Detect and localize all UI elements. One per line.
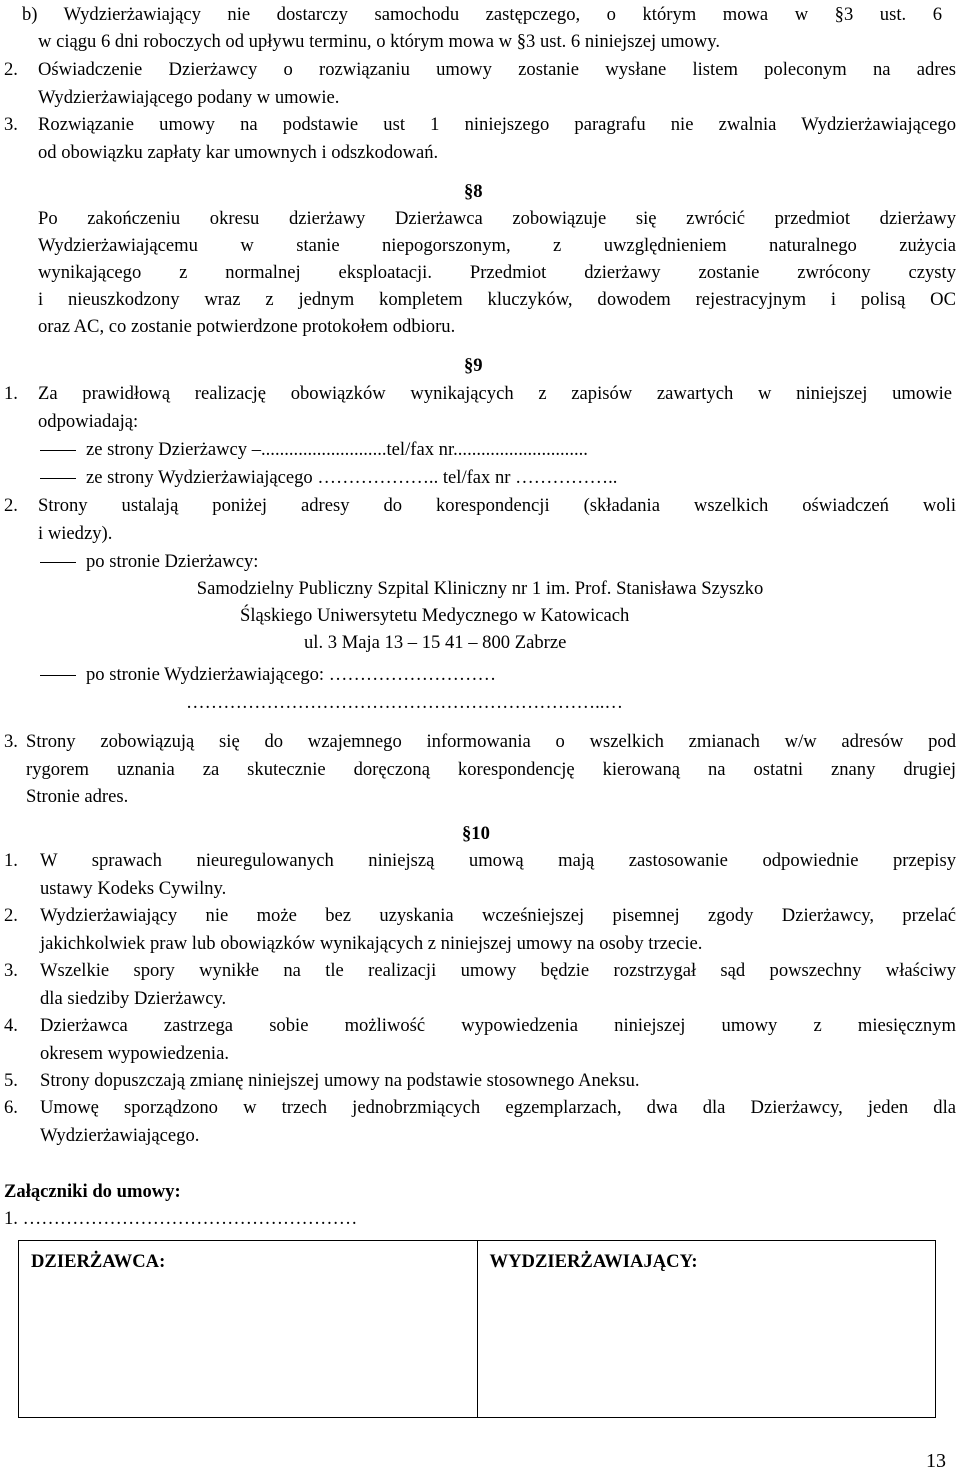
item-line2: okresem wypowiedzenia. [40, 1042, 229, 1064]
item-line1: Wydzierżawiający nie może bez uzyskania wcześniejszej pisemnej zgody Dzierżawcy, przelać [40, 905, 956, 926]
item-line2: jakichkolwiek praw lub obowiązków wynikających z niniejszej umowy na osoby trzecie. [40, 932, 703, 954]
point-3-line1: Strony zobowiązują się do wzajemnego informowania o wszelkich zmianach w/w adresów pod [26, 731, 956, 752]
point-number: 3. [4, 960, 18, 981]
section-heading: §10 [462, 823, 490, 844]
item-line1: Umowę sporządzono w trzech jednobrzmiących egzemplarzach, dwa dla Dzierżawcy, jeden dla [40, 1097, 956, 1118]
section-heading: §9 [464, 355, 483, 376]
address-line1: Samodzielny Publiczny Szpital Kliniczny nr 1 im. Prof. Stanisława Szyszko [196, 578, 764, 599]
responsible-lessor [40, 464, 960, 492]
bullet-dash [40, 562, 76, 563]
para8-line5: oraz AC, co zostanie potwierdzone protokołem odbioru. [38, 316, 456, 337]
attachment-item: 1. ……………………………………………… [4, 1208, 358, 1229]
list-item [0, 902, 960, 957]
para8-line4: i nieuszkodzony wraz z jednym kompletem kluczyków, dowodem rejestracyjnym i polisą OC [38, 289, 956, 310]
bullet-dash [40, 478, 76, 479]
point-3-line2: rygorem uznania za skutecznie doręczoną korespondencję kierowaną na ostatni znany drugiej [26, 758, 956, 780]
list-item [0, 847, 960, 902]
lessor-address-dots: …………………………………………………………..… [186, 692, 623, 713]
point-number: 4. [4, 1015, 18, 1036]
point-1-line1: Za prawidłową realizację obowiązków wynikających z zapisów zawartych w niniejszej umowie [38, 383, 952, 404]
point-2-line2: Wydzierżawiającego podany w umowie. [38, 86, 340, 108]
item-line1: Wszelkie spory wynikłe na tle realizacji umowy będzie rozstrzygał sąd powszechny właściwy [40, 960, 956, 981]
point-number: 2. [4, 495, 18, 516]
item-line1: Strony dopuszczają zmianę niniejszej umowy na podstawie stosownego Aneksu. [40, 1070, 640, 1091]
point-number: 2. [4, 59, 18, 80]
lessor-address-label [40, 661, 960, 689]
bullet-dash [40, 450, 76, 451]
point-2-line2: i wiedzy). [38, 522, 113, 544]
attachments-heading: Załączniki do umowy: [4, 1181, 181, 1202]
responsible-lessee [40, 436, 960, 464]
lessee-address-label [40, 548, 960, 576]
item-line2: dla siedziby Dzierżawcy. [40, 987, 227, 1009]
point-number: 2. [4, 905, 18, 926]
page-number: 13 [926, 1450, 946, 1472]
signature-lessee-label: DZIERŻAWCA: [31, 1251, 166, 1272]
responsible-lessee-text: ze strony Dzierżawcy –...........................tel/fax nr............................. [86, 439, 588, 460]
para8-line2: Wydzierżawiającemu w stanie niepogorszonym, z uwzględnieniem naturalnego zużycia [38, 235, 956, 256]
item-line1: Dzierżawca zastrzega sobie możliwość wypowiedzenia niniejszej umowy z miesięcznym [40, 1015, 956, 1036]
list-item [0, 957, 960, 1012]
item-line2: ustawy Kodeks Cywilny. [40, 877, 227, 899]
point-b-line1: b) Wydzierżawiający nie dostarczy samochodu zastępczego, o którym mowa w §3 ust. 6 [22, 4, 942, 25]
lessee-address-label-text: po stronie Dzierżawcy: [86, 551, 259, 572]
point-3-line3: Stronie adres. [26, 786, 129, 807]
item-line1: W sprawach nieuregulowanych niniejszą umową mają zastosowanie odpowiednie przepisy [40, 850, 956, 871]
point-b-line2: w ciągu 6 dni roboczych od upływu terminu, o którym mowa w §3 ust. 6 niniejszej umowy. [38, 31, 721, 52]
para8-line1: Po zakończeniu okresu dzierżawy Dzierżawca zobowiązuje się zwrócić przedmiot dzierżawy [38, 208, 956, 229]
point-2-line1: Oświadczenie Dzierżawcy o rozwiązaniu umowy zostanie wysłane listem poleconym na adres [38, 59, 956, 80]
point-3-line2: od obowiązku zapłaty kar umownych i odszkodowań. [38, 141, 439, 163]
point-number: 3. [4, 731, 18, 752]
address-line2: Śląskiego Uniwersytetu Medycznego w Katowicach [240, 605, 630, 626]
point-number: 1. [4, 850, 18, 871]
para8-line3: wynikającego z normalnej eksploatacji. Przedmiot dzierżawy zostanie zwrócony czysty [38, 262, 956, 283]
point-1 [0, 380, 960, 435]
signature-lessee-cell [19, 1241, 478, 1418]
point-number: 6. [4, 1097, 18, 1118]
point-number: 5. [4, 1070, 18, 1091]
list-item [0, 1012, 960, 1067]
point-number: 1. [4, 383, 18, 404]
point-3-line1: Rozwiązanie umowy na podstawie ust 1 niniejszego paragrafu nie zwalnia Wydzierżawiającego [38, 114, 956, 135]
lessor-address-label-text: po stronie Wydzierżawiającego: ……………………… [86, 664, 497, 685]
address-line3: ul. 3 Maja 13 – 15 41 – 800 Zabrze [304, 632, 567, 653]
point-3 [0, 728, 960, 811]
bullet-dash [40, 675, 76, 676]
point-number: 3. [4, 114, 18, 135]
section-heading: §8 [464, 181, 483, 202]
signature-lessor-label: WYDZIERŻAWIAJĄCY: [489, 1251, 698, 1272]
signature-table [18, 1240, 936, 1418]
point-2-line1: Strony ustalają poniżej adresy do korespondencji (składania wszelkich oświadczeń woli [38, 495, 956, 516]
list-item [0, 1067, 960, 1095]
point-2 [0, 56, 960, 111]
signature-lessor-cell [477, 1241, 936, 1418]
point-3 [0, 111, 960, 166]
point-1-line2: odpowiadają: [38, 410, 139, 432]
point-2 [0, 492, 960, 547]
list-item [0, 1094, 960, 1149]
item-line2: Wydzierżawiającego. [40, 1124, 200, 1146]
responsible-lessor-text: ze strony Wydzierżawiającego ……………….. tel/fax nr …………….. [86, 467, 618, 488]
